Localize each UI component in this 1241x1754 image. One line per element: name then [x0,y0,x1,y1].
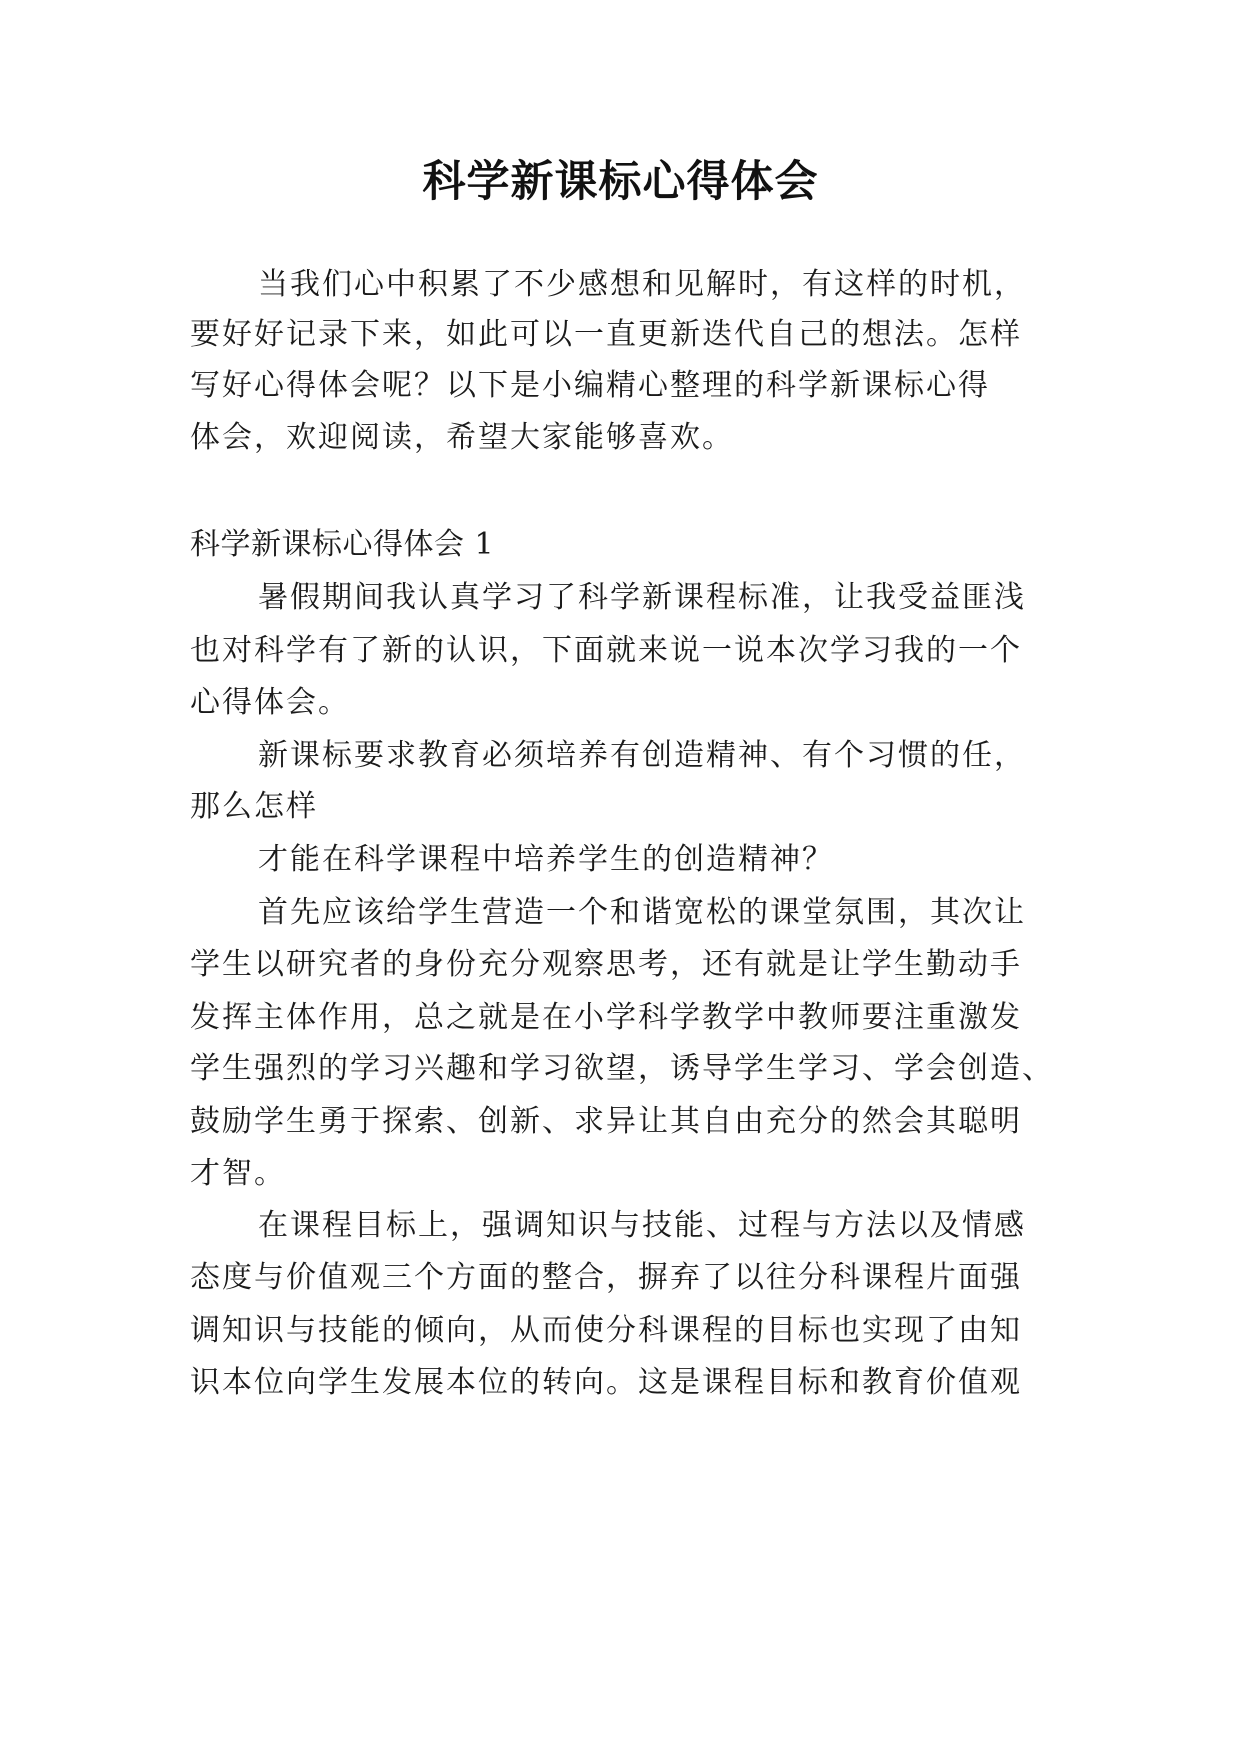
paragraph-2-line-1: 新课标要求教育必须培养有创造精神、有个习惯的任， [258,738,1026,773]
paragraph-4-line-5: 鼓励学生勇于探索、创新、求异让其自由充分的然会其聪明 [190,1104,1022,1139]
paragraph-1-line-2: 也对科学有了新的认识，下面就来说一说本次学习我的一个 [190,633,1022,668]
section-heading: 科学新课标心得体会 1 [190,527,495,562]
paragraph-5-line-4: 识本位向学生发展本位的转向。这是课程目标和教育价值观 [190,1365,1022,1400]
paragraph-5-line-3: 调知识与技能的倾向，从而使分科课程的目标也实现了由知 [190,1313,1022,1348]
intro-line-4: 体会，欢迎阅读，希望大家能够喜欢。 [190,420,734,455]
paragraph-5-line-1: 在课程目标上，强调知识与技能、过程与方法以及情感 [258,1208,1026,1243]
paragraph-4-line-4: 学生强烈的学习兴趣和学习欲望，诱导学生学习、学会创造、 [190,1051,1054,1086]
intro-line-2: 要好好记录下来，如此可以一直更新迭代自己的想法。怎样 [190,317,1022,352]
paragraph-4-line-1: 首先应该给学生营造一个和谐宽松的课堂氛围，其次让 [258,895,1026,930]
paragraph-1-line-1: 暑假期间我认真学习了科学新课程标准，让我受益匪浅 [258,580,1026,615]
document-title: 科学新课标心得体会 [422,157,819,207]
paragraph-3-line-1: 才能在科学课程中培养学生的创造精神？ [258,842,834,877]
paragraph-5-line-2: 态度与价值观三个方面的整合，摒弃了以往分科课程片面强 [190,1260,1022,1295]
paragraph-4-line-3: 发挥主体作用，总之就是在小学科学教学中教师要注重激发 [190,1000,1022,1035]
paragraph-2-line-2: 那么怎样 [190,789,318,824]
paragraph-1-line-3: 心得体会。 [190,685,350,720]
intro-line-1: 当我们心中积累了不少感想和见解时，有这样的时机， [258,267,1026,302]
paragraph-4-line-6: 才智。 [190,1156,286,1191]
intro-line-3: 写好心得体会呢？以下是小编精心整理的科学新课标心得 [190,368,990,403]
paragraph-4-line-2: 学生以研究者的身份充分观察思考，还有就是让学生勤动手 [190,947,1022,982]
